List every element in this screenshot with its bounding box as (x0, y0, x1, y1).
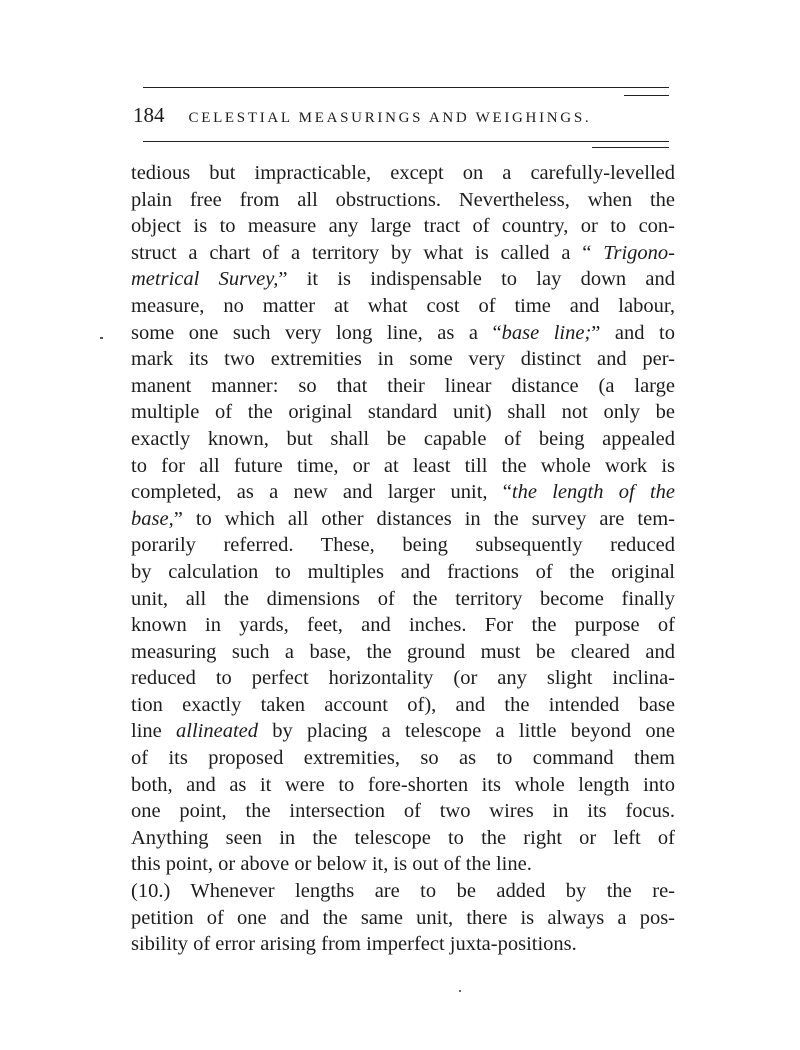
text-run: tedious but impracticable, except on a carefully-levelled (131, 162, 675, 184)
text-line (131, 612, 675, 639)
text-run: by placing a telescope a little beyond one (258, 720, 675, 743)
text-run: both, and as it were to fore-shorten its whole length into (131, 773, 675, 796)
footer-mark (459, 990, 461, 992)
text-run: line (131, 720, 177, 743)
text-line (131, 213, 675, 240)
italic-run: base line; (501, 321, 592, 344)
text-run: ” to which all other distances in the survey are tem- (173, 507, 675, 530)
text-line (131, 426, 675, 453)
text-line (131, 320, 675, 347)
text-line (131, 346, 675, 373)
text-line (131, 692, 675, 719)
text-run: to for all future time, or at least till the whole work is (131, 454, 675, 477)
text-run: sibility of error arising from imperfect juxta-positions. (131, 933, 577, 956)
italic-run: the length of the (511, 481, 676, 504)
text-line (131, 479, 675, 506)
text-run: some one such very long line, as a “ (131, 321, 502, 344)
header-bottom-rule-tail (592, 147, 669, 148)
text-line (131, 373, 675, 400)
text-line (131, 905, 675, 932)
text-line (131, 506, 675, 533)
text-line (131, 453, 675, 480)
text-line (131, 665, 675, 692)
text-line (131, 878, 675, 905)
text-line (131, 293, 675, 320)
text-line (131, 772, 675, 799)
text-run: tion exactly taken account of), and the intended base (131, 693, 675, 716)
text-line (131, 639, 675, 666)
text-run: reduced to perfect horizontality (or any slight inclina- (131, 667, 675, 690)
text-run: this point, or above or below it, is out of the line. (131, 853, 532, 876)
margin-mark (100, 337, 103, 339)
body-text (131, 160, 675, 958)
page-number: 184 (133, 103, 165, 127)
text-run: ” and to (591, 321, 675, 344)
text-run: struct a chart of a territory by what is called a “ (131, 241, 604, 264)
text-line (131, 931, 675, 958)
text-run: porarily referred. These, being subsequently reduced (131, 534, 675, 557)
text-line (131, 266, 675, 293)
text-line (131, 187, 675, 214)
text-run: mark its two extremities in some very distinct and per- (131, 348, 675, 371)
text-run: one point, the intersection of two wires in its focus. (131, 800, 675, 823)
text-run: of its proposed extremities, so as to command them (131, 747, 675, 770)
text-run: measure, no matter at what cost of time and labour, (131, 294, 675, 317)
text-line (131, 160, 675, 187)
text-run: object is to measure any large tract of country, or to con- (131, 215, 675, 238)
text-run: by calculation to multiples and fractions of the original (131, 560, 675, 583)
italic-run: allineated (176, 720, 258, 743)
text-line (131, 240, 675, 267)
text-line (131, 745, 675, 772)
text-run: known in yards, feet, and inches. For the purpose of (131, 614, 675, 637)
running-title: CELESTIAL MEASURINGS AND WEIGHINGS. (188, 110, 592, 126)
text-line (131, 798, 675, 825)
italic-run: base, (131, 507, 174, 530)
text-line (131, 718, 675, 745)
header-top-rule (143, 87, 669, 88)
text-run: completed, as a new and larger unit, “ (131, 481, 512, 504)
text-run: measuring such a base, the ground must be cleared and (131, 640, 675, 663)
text-line (131, 559, 675, 586)
text-run: ” it is indispensable to lay down and (278, 268, 675, 291)
italic-run: Trigono- (603, 241, 675, 264)
text-line (131, 586, 675, 613)
italic-run: metrical Survey, (131, 268, 279, 291)
text-run: plain free from all obstructions. Nevertheless, when the (131, 188, 675, 211)
text-line (131, 851, 675, 878)
text-run: (10.) Whenever lengths are to be added by the re- (131, 880, 675, 903)
running-head (133, 103, 673, 131)
header-bottom-rule (143, 141, 669, 142)
text-line (131, 399, 675, 426)
header-top-rule-tail (624, 95, 669, 96)
text-run: exactly known, but shall be capable of being appealed (131, 427, 675, 450)
text-run: multiple of the original standard unit) shall not only be (131, 401, 675, 424)
text-run: petition of one and the same unit, there is always a pos- (131, 906, 675, 929)
text-run: manent manner: so that their linear distance (a large (131, 374, 675, 397)
text-line (131, 532, 675, 559)
text-run: Anything seen in the telescope to the right or left of (131, 826, 675, 849)
text-run: unit, all the dimensions of the territory become finally (131, 587, 675, 610)
text-line (131, 825, 675, 852)
